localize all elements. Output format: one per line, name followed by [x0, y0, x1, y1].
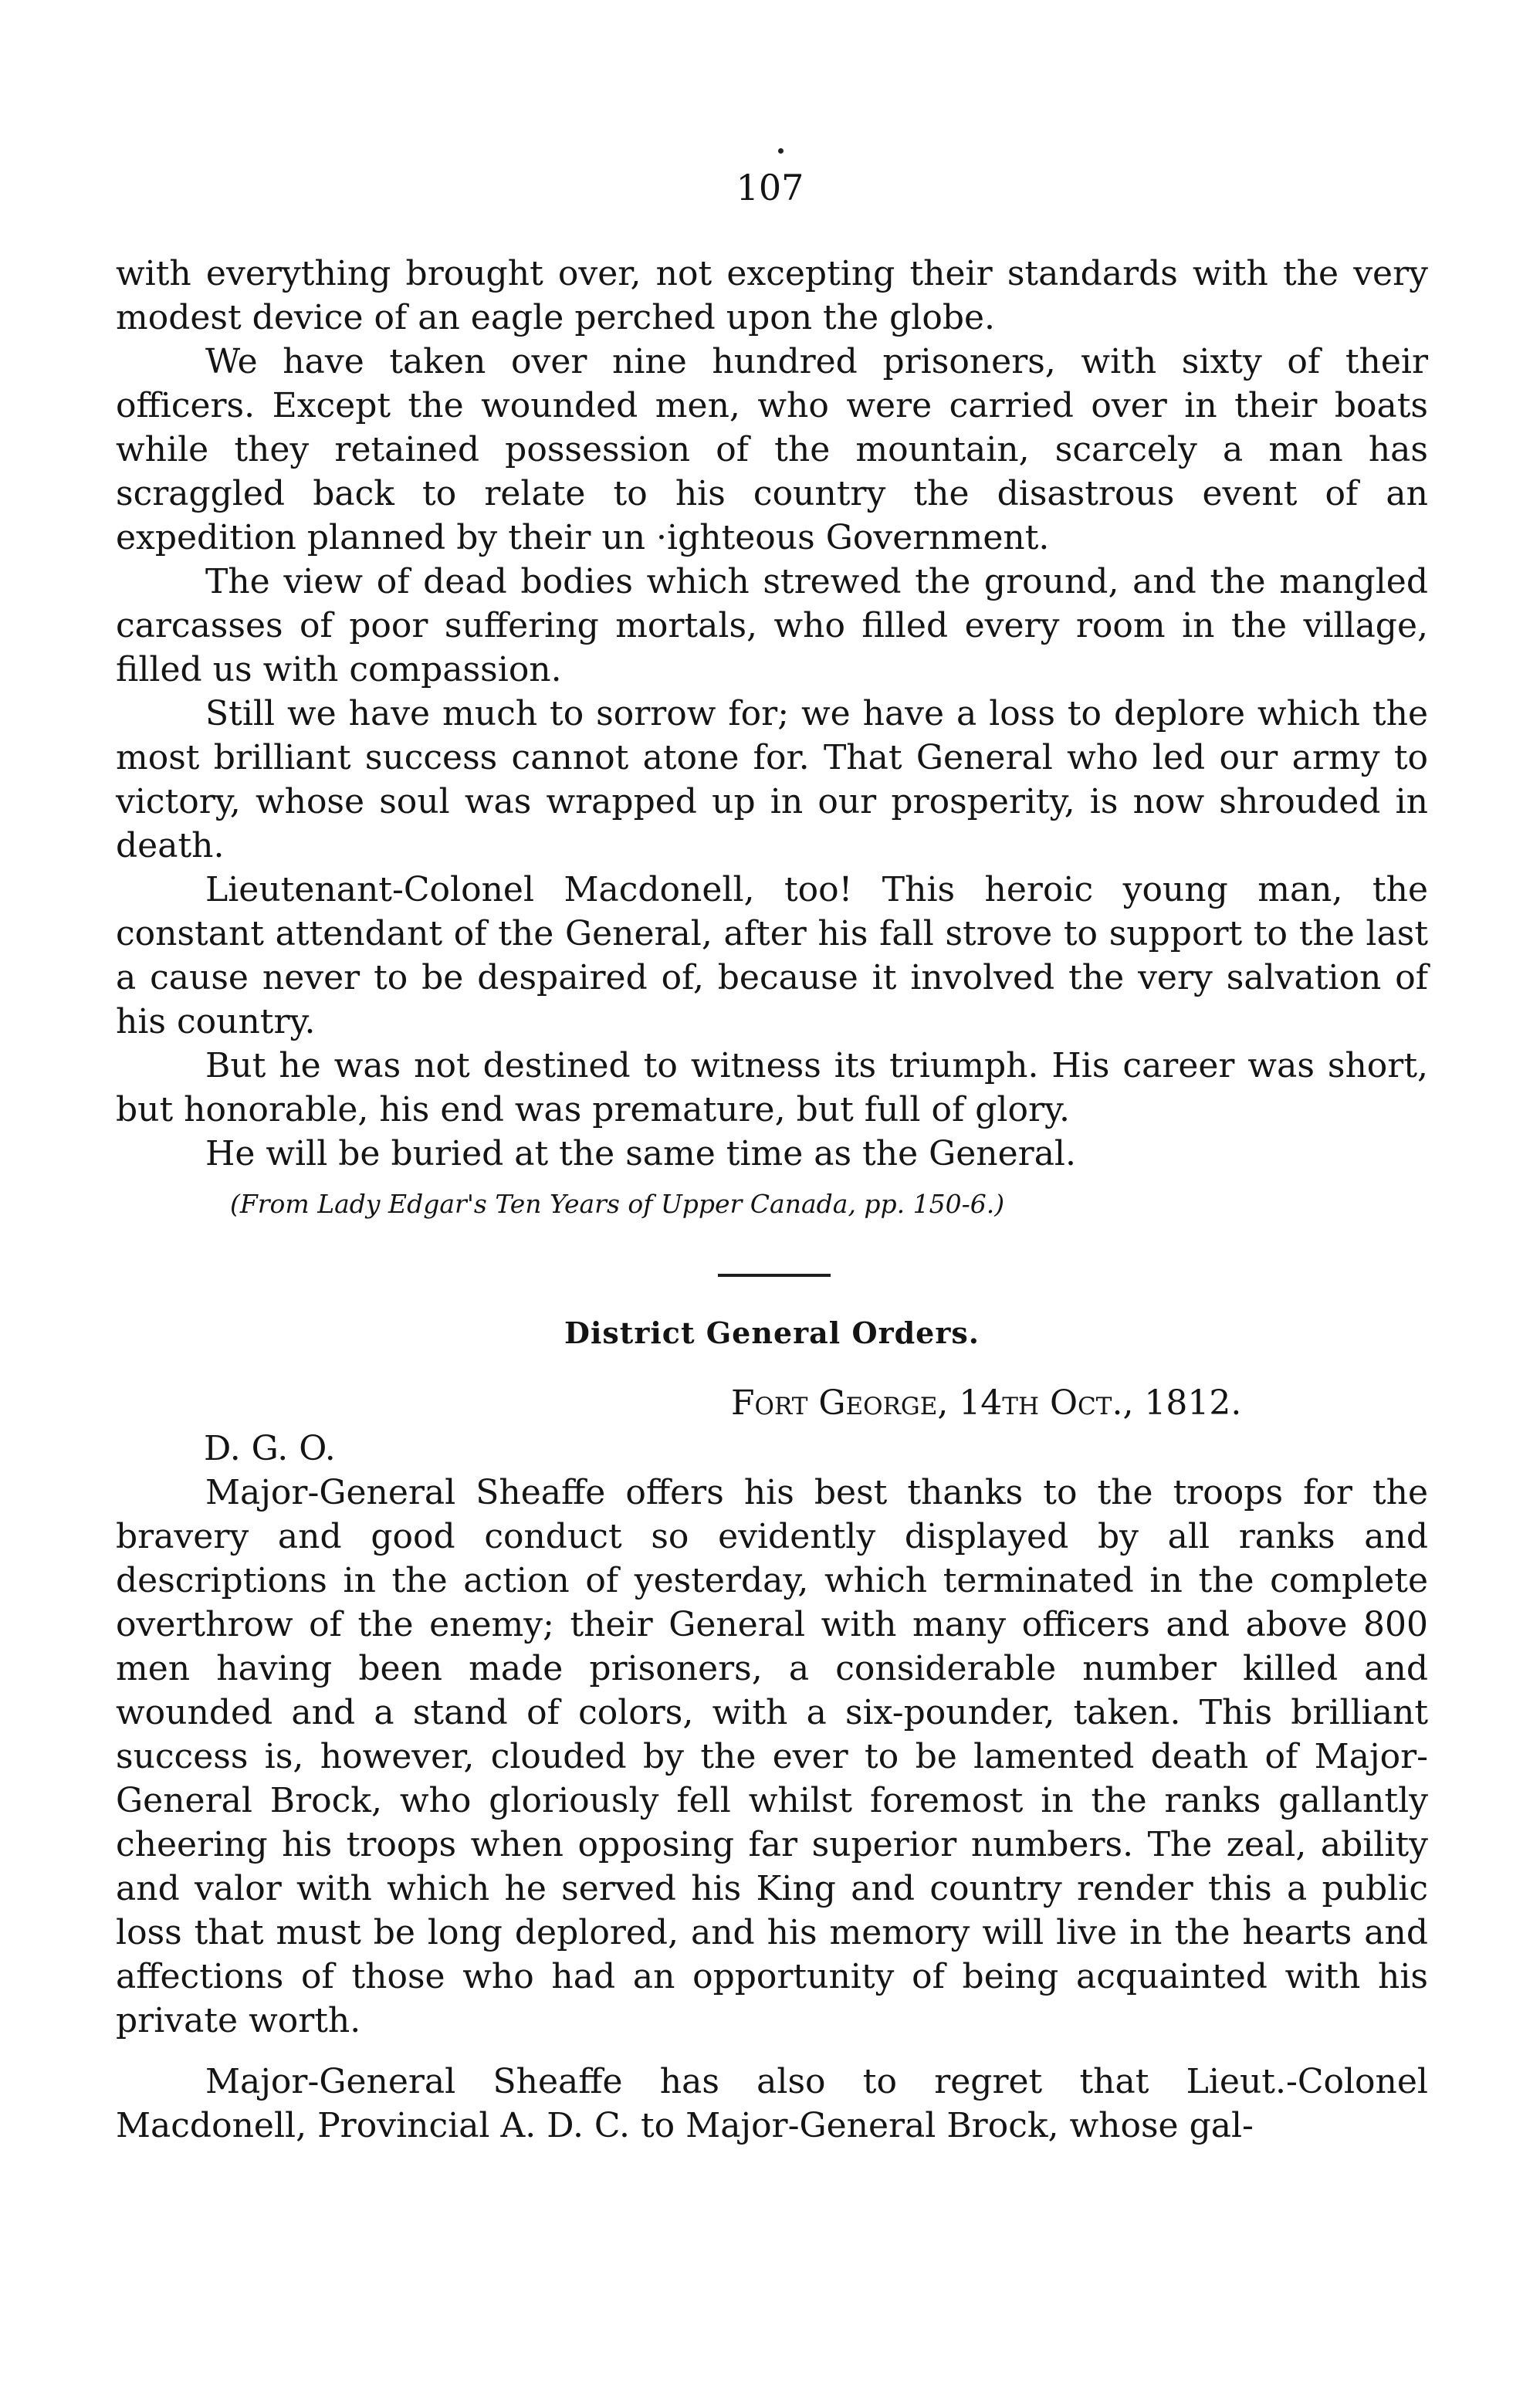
page-mark — [778, 148, 784, 154]
source-citation: (From Lady Edgar's Ten Years of Upper Canada, pp. 150-6.) — [230, 1189, 1005, 1219]
page-body — [116, 252, 1428, 2148]
section-divider — [718, 1274, 831, 1277]
paragraph-continuation: with everything brought over, not excepting their standards with the very modest device of an eagle perched upon the globe. — [116, 254, 1428, 337]
paragraph-triumph: But he was not destined to witness its triumph. His career was short, but honorable, his end was premature, but full of glory. — [116, 1046, 1428, 1129]
paragraph-prisoners: We have taken over nine hundred prisoners, with sixty of their officers. Except the wounded men, who were carried over in their boats while they retained possession of the mountain, scarcely a man has scraggled back to relate to his country the disastrous event of an expedition planned by their un ·ighteous Government. — [116, 342, 1428, 557]
paragraph-dead-bodies: The view of dead bodies which strewed the ground, and the mangled carcasses of poor suffering mortals, who filled every room in the village, filled us with compassion. — [116, 562, 1428, 689]
page-number: 107 — [736, 167, 804, 208]
section-heading: District General Orders. — [564, 1315, 980, 1350]
order-designation: D. G. O. — [204, 1429, 336, 1468]
order-paragraph-regret: Major-General Sheaffe has also to regret that Lieut.-Colonel Macdonell, Provincial A. D. C. to Major-General Brock, whose gal- — [116, 2062, 1428, 2145]
order-paragraph-thanks: Major-General Sheaffe offers his best thanks to the troops for the bravery and good conduct so evidently displayed by all ranks and descriptions in the action of yesterday, which terminated in the complete overthrow of the enemy; their General with many officers and above 800 men having been made prisoners, a considerable number killed and wounded and a stand of colors, with a six-pounder, taken. This brilliant success is, however, clouded by the ever to be lamented death of Major-General Brock, who gloriously fell whilst foremost in the ranks gallantly cheering his troops when opposing far superior numbers. The zeal, ability and valor with which he served his King and country render this a public loss that must be long deplored, and his memory will live in the hearts and affections of those who had an opportunity of being acquainted with his private worth. — [116, 1473, 1428, 2040]
paragraph-burial: He will be buried at the same time as the General. — [205, 1134, 1076, 1173]
paragraph-sorrow: Still we have much to sorrow for; we have a loss to deplore which the most brilliant success cannot atone for. That General who led our army to victory, whose soul was wrapped up in our prosperity, is now shrouded in death. — [116, 694, 1428, 865]
dateline: Fort George, 14th Oct., 1812. — [731, 1383, 1242, 1423]
paragraph-macdonell: Lieutenant-Colonel Macdonell, too! This heroic young man, the constant attendant of the General, after his fall strove to support to the last a cause never to be despaired of, because it involved the very salvation of his country. — [116, 870, 1428, 1041]
